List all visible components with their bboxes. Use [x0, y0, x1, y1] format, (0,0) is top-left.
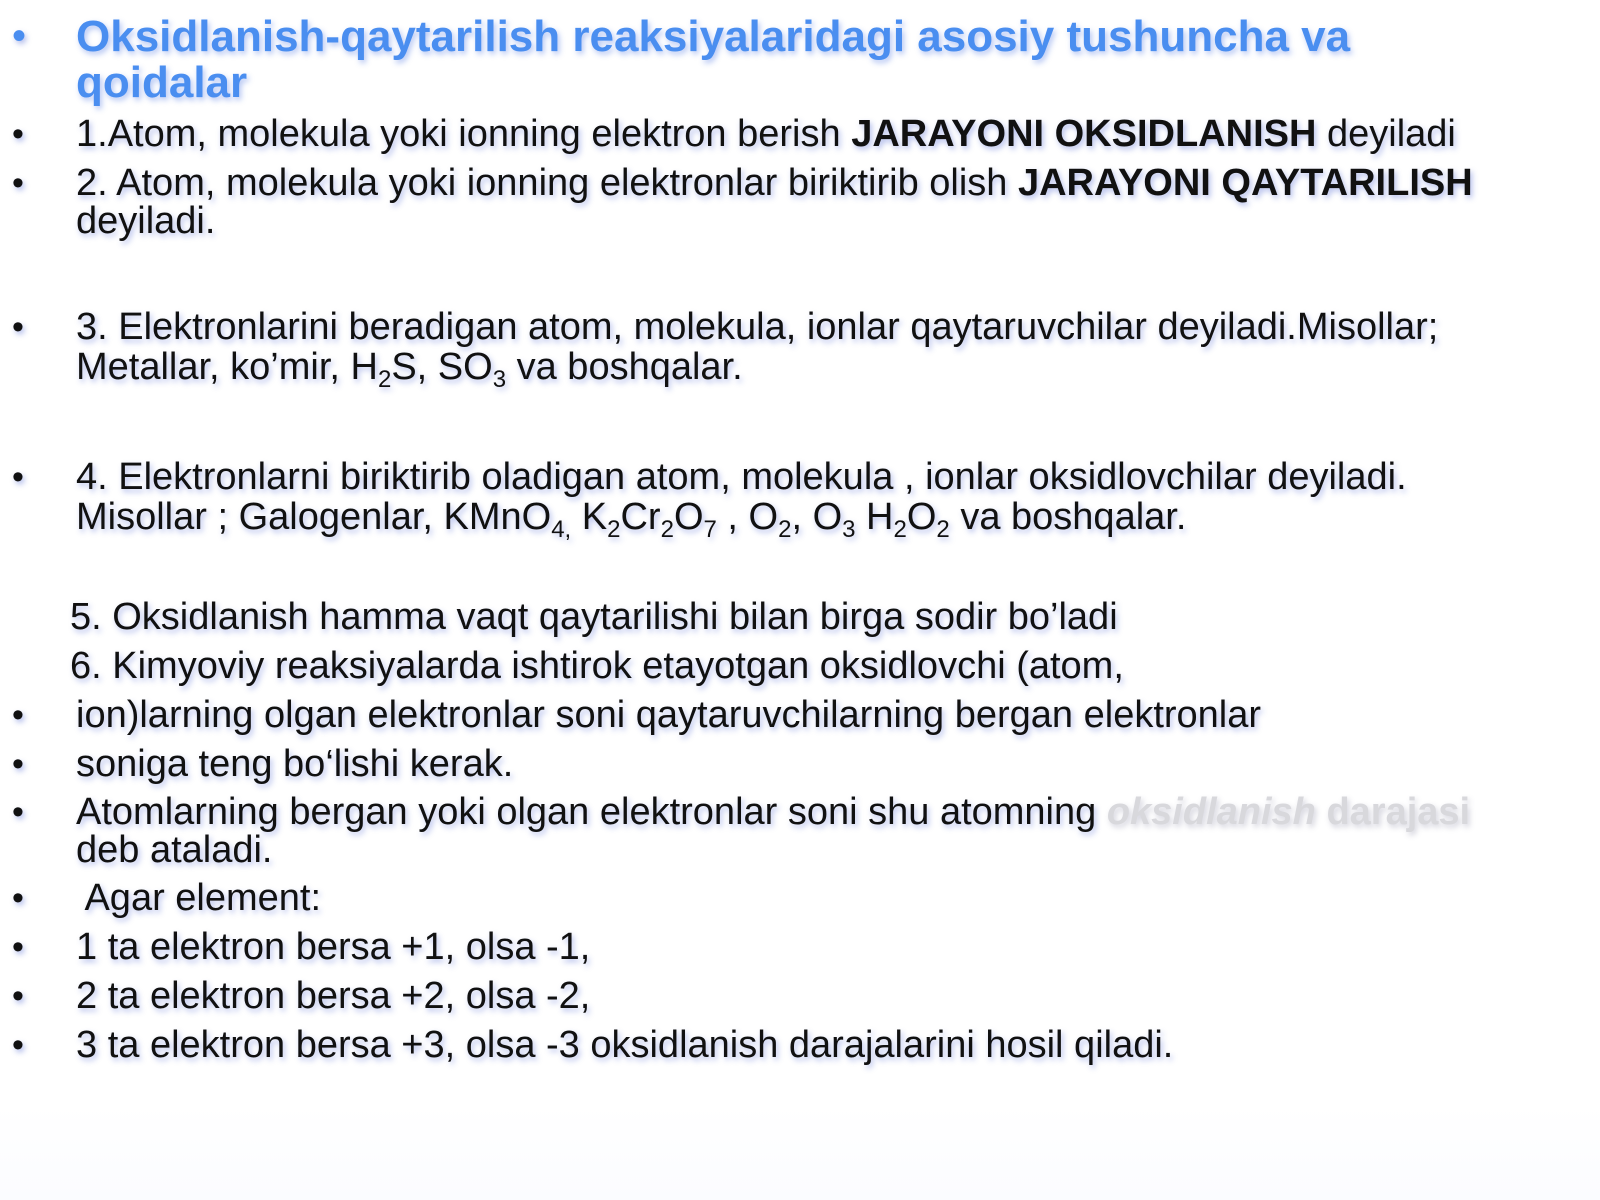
item-4-text-c: Cr — [620, 496, 661, 538]
item-4-sub-5: 2 — [778, 516, 792, 543]
item-1-text: 1.Atom, molekula yoki ionning elektron berish — [76, 113, 852, 155]
item-5: 5. Oksidlanish hamma vaqt qaytarilishi bilan birga sodir bo’ladi — [70, 596, 1118, 638]
item-9-line-1 — [76, 792, 1470, 832]
item-1 — [76, 114, 1456, 154]
item-4-sub-7: 2 — [893, 516, 907, 543]
item-9-faded-term-2: darajasi — [1315, 791, 1471, 833]
bullet-4: • — [12, 458, 24, 496]
item-11: 1 ta elektron bersa +1, olsa -1, — [76, 926, 591, 968]
bullet-9: • — [12, 793, 24, 831]
item-3-line-2 — [76, 346, 743, 393]
item-4-sub-1: 4, — [551, 516, 572, 543]
item-3-line-1: 3. Elektronlarini beradigan atom, molekula, ionlar qaytaruvchilar deyiladi.Misollar; — [76, 306, 1439, 348]
item-1-emphasis: JARAYONI OKSIDLANISH — [851, 113, 1317, 155]
item-8: soniga teng bo‘lishi kerak. — [76, 743, 514, 785]
item-6: 6. Kimyoviy reaksiyalarda ishtirok etayotgan oksidlovchi (atom, — [70, 645, 1124, 687]
slide-title-line-1: Oksidlanish-qaytarilish reaksiyalaridagi asosiy tushuncha va — [76, 12, 1351, 61]
title-bullet: • — [12, 14, 27, 58]
item-2-emphasis: JARAYONI QAYTARILISH — [1017, 162, 1473, 204]
bullet-8: • — [12, 745, 24, 783]
item-4-text-i: va boshqalar. — [949, 496, 1187, 538]
item-4-text-b: K — [571, 496, 608, 538]
item-10: Agar element: — [76, 877, 322, 919]
item-9-faded-term-1: oksidlanish — [1106, 791, 1316, 833]
item-4-text-d: O — [673, 496, 704, 538]
item-2-line-1 — [76, 163, 1473, 203]
item-4-text-h: O — [906, 496, 937, 538]
bullet-1: • — [12, 115, 24, 153]
bullet-10: • — [12, 879, 24, 917]
item-9-line-2: deb ataladi. — [76, 829, 273, 871]
bullet-11: • — [12, 928, 24, 966]
item-4-sub-6: 3 — [842, 516, 856, 543]
item-4-line-1: 4. Elektronlarni biriktirib oladigan atom, molekula , ionlar oksidlovchilar deyiladi. — [76, 456, 1407, 498]
item-3-sub-2: 3 — [492, 366, 507, 393]
bullet-7: • — [12, 696, 24, 734]
item-3-sub-1: 2 — [377, 366, 392, 393]
item-2-line-2: deyiladi. — [76, 200, 216, 242]
item-1-tail: deyiladi — [1316, 113, 1456, 155]
item-4-sub-8: 2 — [936, 516, 950, 543]
slide-title-line-2: qoidalar — [76, 58, 248, 107]
bullet-2: • — [12, 164, 24, 202]
item-4-sub-2: 2 — [607, 516, 621, 543]
bullet-13: • — [12, 1026, 24, 1064]
item-7: ion)larning olgan elektronlar soni qaytaruvchilarning bergan elektronlar — [76, 694, 1262, 736]
item-4-sub-4: 7 — [703, 516, 717, 543]
bullet-3: • — [12, 308, 24, 346]
item-2-text: 2. Atom, molekula yoki ionning elektronlar biriktirib olish — [76, 162, 1018, 204]
bullet-12: • — [12, 977, 24, 1015]
item-13: 3 ta elektron bersa +3, olsa -3 oksidlanish darajalarini hosil qiladi. — [76, 1024, 1174, 1066]
item-4-text-a: Misollar ; Galogenlar, KMnO — [76, 496, 552, 538]
item-12: 2 ta elektron bersa +2, olsa -2, — [76, 975, 591, 1017]
item-4-text-e: , O — [716, 496, 779, 538]
item-3-text-a: Metallar, ko’mir, H — [76, 346, 378, 388]
item-3-text-b: S, SO — [391, 346, 493, 388]
item-4-line-2 — [76, 496, 1187, 543]
item-4-sub-3: 2 — [660, 516, 674, 543]
item-9-text: Atomlarning bergan yoki olgan elektronlar soni shu atomning — [76, 791, 1107, 833]
item-3-text-c: va boshqalar. — [506, 346, 743, 388]
item-4-text-f: , O — [791, 496, 843, 538]
item-4-text-g: H — [855, 496, 894, 538]
